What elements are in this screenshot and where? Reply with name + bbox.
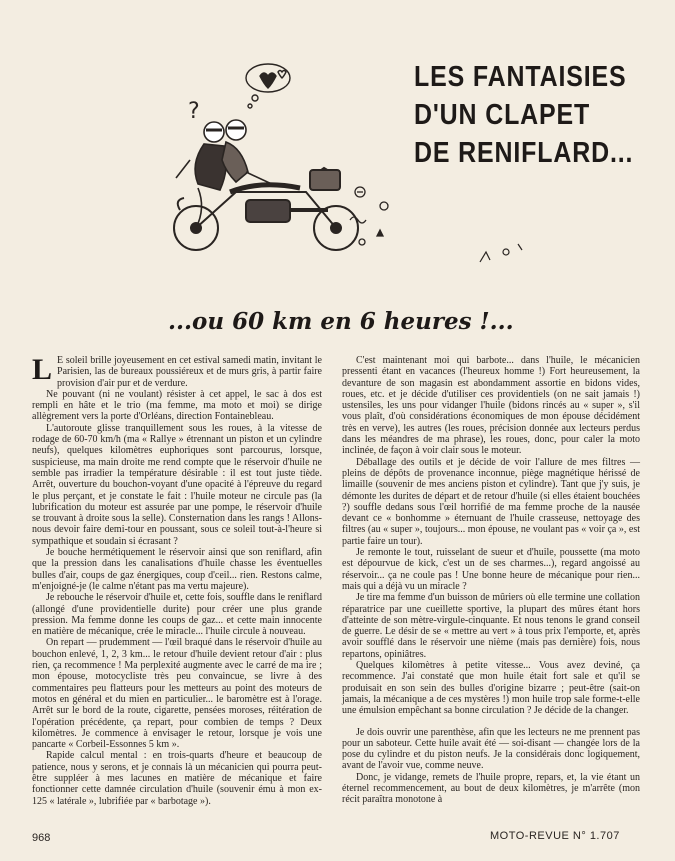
paragraph: Je tire ma femme d'un buisson de mûriers où elle termine une collation réparatrice par une cueillette sportive, la plupart des mûres étant hors d'atteinte de son mètre-virgule-cinquante. Et nous tenons le grand conseil de guerre. Le désir de se « mettre au vert » à tous prix l'emporte, et, après avoir soufflé dans le réservoir une nième (mais pas dernière) fois, nous repartons, opiniâtres. (342, 592, 640, 660)
dropcap: L (32, 353, 53, 386)
paragraph: L E soleil brille joyeusement en cet estival samedi matin, invitant le Parisien, las de bureaux poussiéreux et de murs gris, à partir faire provision d'air pur et de verdure. (32, 353, 322, 389)
magazine-issue: MOTO-REVUE N° 1.707 (490, 830, 620, 842)
paragraph: L'autoroute glisse tranquillement sous les roues, à la vitesse de rodage de 60-70 km/h (ma « Rallye » étrennant un piston et un cylindre neufs), quelques kilomètres euphoriques sont parcourus, lorsque, suspicieuse, ma main droite me rend compte que le réservoir d'huile ne semble pas irradier la température désirable : il est tout juste tiède. Arrêt, ouverture du bouchon-voyant d'une opacité à l'épreuve du regard le plus perçant, et je constate le fait : l'huile moteur ne circule pas (la lubrification du moteur est assurée par une pompe, le réservoir d'huile se trouvant à droite sous la selle). Consternation dans les rangs ! Allons-nous devoir faire demi-tour en poussant, sous ce soleil tout-à-l'heure si sympathique et soudain si écrasant ? (32, 422, 322, 547)
paragraph: Je remonte le tout, ruisselant de sueur et d'huile, poussette (ma moto est dépourvue de kick, c'est un de ses charmes...), regard angoissé au réservoir... ça ne coule pas ! Une bonne heure de mécanique pour rien... mais qui a déjà vu un miracle ? (342, 547, 640, 592)
title-line-2: D'UN CLAPET (414, 99, 591, 131)
left-column (32, 355, 322, 807)
heart-thought-bubble-icon (246, 64, 290, 108)
title-line-1: LES FANTAISIES (414, 61, 627, 93)
paragraph: Déballage des outils et je décide de voir l'allure de mes filtres — pleins de dépôts de provenance inconnue, piège magnétique hérissé de limaille (souvenir de mes anciens piston et cylindre). Tant que j'y suis, je démonte les durites de départ et de retour d'huile (si elles étaient bouchées ?) souffle dedans sous l'œil horrifié de ma femme proche de la nausée devant ce « bonhomme » éternuant de l'huile crasseuse, nettoyage des filtres (au « super », toujours... mon épouse, ne voulant pas « voir ça », est partie faire un tour). (342, 456, 640, 547)
paragraph: On repart — prudemment — l'œil braqué dans le réservoir d'huile au bouchon enlevé, 1, 2, 3 km... le retour d'huile devient retour d'air : plus rien, ça recommence ! Ma perplexité augmente avec le carré de ma ire ; mon épouse, motocycliste très peu convaincue, se livre à des commentaires peu flatteurs pour les metteurs au point des moteurs de motos en général et du mien en particulier... le baromètre est à l'orage. Arrêt sur le bord de la route, cigarette, pensées moroses, réitération de l'opération précédente, ça repart, pour combien de temps ? Deux kilomètres. Je commence à envisager le retour, lorsque je vois une pancarte « Corbeil-Essonnes 5 km ». (32, 637, 322, 751)
article-title (414, 58, 664, 172)
paragraph: Je dois ouvrir une parenthèse, afin que les lecteurs ne me prennent pas pour un saboteur. Cette huile avait été — soi-disant — changée lors de la pose du cylindre et du piston neufs. Je la considérais donc logiquement, avant de l'avoir vue, comme neuve. (342, 726, 640, 772)
question-mark-icon: ? (188, 99, 200, 124)
paragraph: Je rebouche le réservoir d'huile et, cette fois, souffle dans le reniflard (allongé d'une providentielle durite) pour créer une plus grande pression. Ma femme donne les coups de gaz... et cette main innocente en matière de mécanique, crée le miracle... l'huile circule à nouveau. (32, 592, 322, 638)
right-column (342, 355, 640, 806)
sweat-drops-doodle-icon (340, 180, 400, 255)
paragraph: C'est maintenant moi qui barbote... dans l'huile, le mécanicien pressenti étant en vacances (l'heureux homme !) Fort heureusement, la devanture de son magasin est abondamment assortie en bidons vides, roues, etc. et je décide d'utiliser ces providentiels (on ne sait jamais !) ustensiles, les uns pour vidanger l'huile (bidons rincés au « super », s'il vous plaît, d'où considérations économiques de mon épouse décidément très en verve), les autres (les roues, précision donnée aux lecteurs perdus dans les méandres de ma phrase), les roues, donc, pour caler la moto inclinée, de façon à voir clair sous le moteur. (342, 355, 640, 457)
paragraph: Je bouche hermétiquement le réservoir ainsi que son reniflard, afin que la pression dans les canalisations d'huile chasse les éventuelles bulles d'air, coups de gaz énergiques, coup d'ceil... rien. Restons calme, m'enjoigné-je (le calme n'étant pas ma vertu majeure). (32, 547, 322, 592)
title-line-3: DE RENIFLARD... (414, 137, 634, 169)
page-number: 968 (32, 832, 51, 844)
splash-doodle-icon (470, 232, 530, 272)
paragraph: Quelques kilomètres à petite vitesse... Vous avez deviné, ça recommence. J'ai constaté que mon huile était fort sale et qu'il se produisait en son sein des bulles d'origine bizarre ; peut-être (sait-on jamais, la mécanique a de ces mystères !) mon huile trop sale forme-t-elle une émulsion empêchant sa bonne circulation ? Je décide de la changer. (342, 660, 640, 717)
article-subtitle: ...ou 60 km en 6 heures !... (168, 308, 514, 335)
paragraph: Rapide calcul mental : en trois-quarts d'heure et beaucoup de patience, nous y serons, et je connais là un mécanicien qui pourra peut-être suppléer à mes lacunes en matière de mécanique et faire fonctionner cette damnée circulation d'huile (souvenir ému à mon ex-125 « latérale », lubrifiée par « barbotage »). (32, 750, 322, 807)
paragraph: Ne pouvant (ni ne voulant) résister à cet appel, le sac à dos est rempli en hâte et le trio (ma femme, ma moto et moi) se dirige allègrement vers la porte d'Orléans, direction Fontainebleau. (32, 388, 322, 423)
paragraph: Donc, je vidange, remets de l'huile propre, repars, et, la vie étant un éternel recommencement, au bout de deux kilomètres, je m'arrête (mon récit paraîtra monotone à (342, 771, 640, 806)
